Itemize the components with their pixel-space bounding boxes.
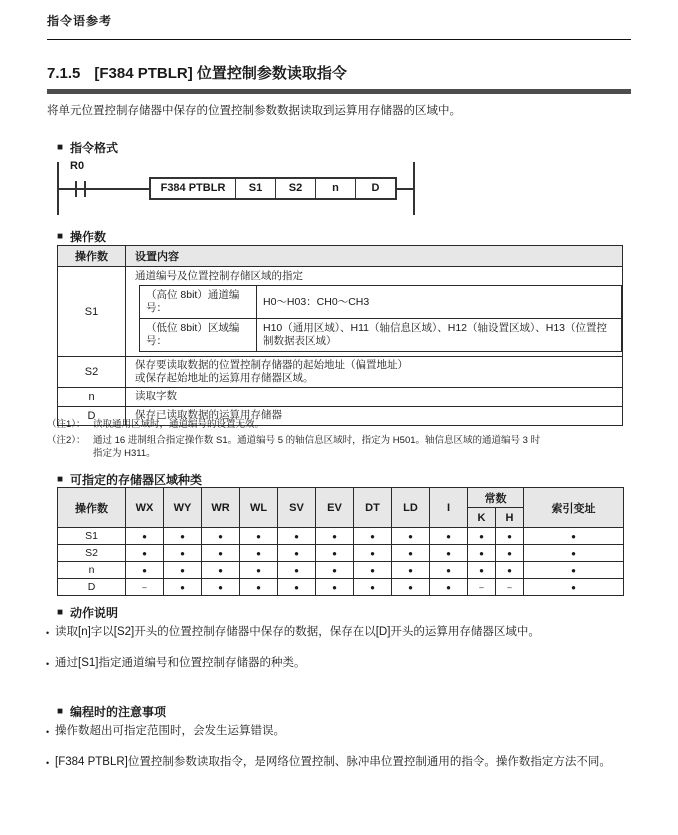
col-header: EV: [316, 488, 354, 528]
availability-cell: ●: [496, 545, 524, 562]
availability-cell: ●: [164, 545, 202, 562]
heading-instruction-format: [57, 139, 118, 156]
square-marker-icon: ■: [57, 142, 64, 153]
d-description: 保存已读取数据的运算用存储器: [135, 409, 282, 421]
availability-cell: ●: [240, 579, 278, 596]
heading-text: 操作数: [70, 230, 107, 244]
availability-cell: ●: [316, 579, 354, 596]
availability-cell: ●: [524, 579, 624, 596]
availability-cell: ●: [240, 562, 278, 579]
col-header: DT: [354, 488, 392, 528]
availability-cell: ●: [524, 562, 624, 579]
instruction-operand: S2: [275, 179, 315, 198]
col-header-h: H: [496, 508, 524, 528]
footnote-2: [47, 434, 647, 460]
heading-operands: [57, 228, 106, 245]
running-header: 指令语参考: [47, 14, 113, 28]
heading-text: 编程时的注意事项: [70, 705, 167, 719]
instruction-opcode: F384 PTBLR: [160, 182, 226, 194]
availability-cell: ●: [278, 545, 316, 562]
footnote-text: 读取通用区域时，通道编号的设置无效。: [93, 419, 265, 430]
square-marker-icon: ■: [57, 607, 64, 618]
col-header: WR: [202, 488, 240, 528]
availability-cell: ●: [496, 528, 524, 545]
availability-cell: ●: [164, 579, 202, 596]
square-marker-icon: ■: [57, 231, 64, 242]
availability-cell: ●: [316, 528, 354, 545]
section-number: 7.1.5: [47, 65, 81, 82]
operand-name: S1: [58, 267, 126, 357]
contact-label: R0: [70, 160, 85, 172]
availability-cell: ●: [202, 579, 240, 596]
availability-cell: ●: [164, 562, 202, 579]
col-header-operand: 操作数: [58, 488, 126, 528]
square-marker-icon: ■: [57, 474, 64, 485]
table-row-s1: [58, 267, 623, 357]
subtable-value: H0～H03：CH0～CH3: [257, 286, 622, 319]
availability-cell: ●: [392, 528, 430, 545]
table-header-row: [58, 488, 624, 508]
instruction-operand: D: [355, 179, 395, 198]
square-marker-icon: ■: [57, 706, 64, 717]
bullet-text: 操作数超出可指定范围时，会发生运算错误。: [55, 725, 285, 737]
s2-description-line: 保存要读取数据的位置控制存储器的起始地址（偏置地址）: [135, 359, 408, 371]
availability-cell: ●: [392, 545, 430, 562]
availability-cell: ●: [468, 545, 496, 562]
heading-programming-notes: [57, 703, 166, 720]
heading-memory-areas: [57, 471, 202, 488]
footnote-text: [93, 434, 647, 460]
operand-name: S2: [58, 357, 126, 388]
availability-cell: ●: [354, 528, 392, 545]
s2-description-line: 或保存起始地址的运算用存储器区域。: [135, 372, 314, 384]
availability-cell: ●: [524, 545, 624, 562]
ladder-diagram: [57, 162, 417, 217]
operand-name: n: [58, 388, 126, 407]
availability-cell: ●: [392, 579, 430, 596]
bullet-text: 读取[n]字以[S2]开头的位置控制存储器中保存的数据，保存在以[D]开头的运算用存储器区域中。: [55, 626, 540, 638]
table-row: [58, 528, 624, 545]
availability-cell: ●: [354, 562, 392, 579]
bullet-item: [46, 624, 636, 641]
heading-text: 动作说明: [70, 606, 119, 620]
operand-table: [57, 245, 623, 426]
availability-cell: ●: [164, 528, 202, 545]
instruction-operand: n: [315, 179, 355, 198]
col-header-content: 设置内容: [126, 246, 623, 267]
table-row: [58, 562, 624, 579]
section-title: [47, 62, 347, 83]
col-header: LD: [392, 488, 430, 528]
availability-cell: ●: [278, 528, 316, 545]
subtable-label: （低位 8bit）区域编号：: [140, 319, 257, 352]
availability-cell: ●: [316, 545, 354, 562]
s1-subtable: [139, 285, 622, 352]
operand-content: [126, 357, 623, 388]
footnote-line: 指定为 H311。: [93, 448, 156, 459]
memory-area-table: [57, 487, 624, 596]
operand-name: D: [58, 579, 126, 596]
operand-content: [126, 267, 623, 357]
bullet-marker-icon: •: [46, 628, 50, 638]
section-title-bar: [47, 89, 631, 94]
availability-cell: ●: [468, 562, 496, 579]
availability-cell: ●: [126, 528, 164, 545]
availability-cell: ●: [278, 562, 316, 579]
heading-text: 指令格式: [70, 141, 119, 155]
availability-cell: ●: [240, 545, 278, 562]
availability-cell: ●: [468, 528, 496, 545]
availability-cell: –: [468, 579, 496, 596]
availability-cell: ●: [126, 545, 164, 562]
subtable-label: （高位 8bit）通道编号：: [140, 286, 257, 319]
availability-cell: ●: [354, 579, 392, 596]
section-title-text: [F384 PTBLR] 位置控制参数读取指令: [94, 65, 347, 82]
action-bullets: [46, 624, 636, 685]
instruction-operand: S1: [235, 179, 275, 198]
availability-cell: ●: [392, 562, 430, 579]
col-header: WY: [164, 488, 202, 528]
col-header: WL: [240, 488, 278, 528]
instruction-box: [149, 177, 397, 200]
operand-content: [126, 388, 623, 407]
bullet-marker-icon: •: [46, 727, 50, 737]
table-row-n: [58, 388, 623, 407]
footnote-label: （注2）：: [47, 435, 86, 446]
heading-text: 可指定的存储器区域种类: [70, 473, 203, 487]
col-header-constant: 常数: [468, 488, 524, 508]
table-row: [140, 319, 622, 352]
availability-cell: ●: [354, 545, 392, 562]
availability-cell: ●: [524, 528, 624, 545]
bullet-marker-icon: •: [46, 757, 50, 768]
footnote-label: （注1）：: [47, 419, 86, 430]
operand-name: S2: [58, 545, 126, 562]
bullet-item: [46, 655, 636, 672]
bullet-marker-icon: •: [46, 658, 50, 669]
header-rule: [47, 39, 631, 40]
availability-cell: ●: [278, 579, 316, 596]
operand-name: n: [58, 562, 126, 579]
table-row: [58, 579, 624, 596]
operand-name: S1: [58, 528, 126, 545]
heading-action-description: [57, 604, 118, 621]
s1-description: 通道编号及位置控制存储区域的指定: [135, 270, 303, 282]
availability-cell: ●: [240, 528, 278, 545]
contact-icon: [84, 181, 86, 197]
bullet-item: [46, 754, 636, 771]
intro-paragraph: 将单元位置控制存储器中保存的位置控制参数数据读取到运算用存储器的区域中。: [47, 105, 461, 117]
col-header-k: K: [468, 508, 496, 528]
availability-cell: ●: [202, 545, 240, 562]
col-header: WX: [126, 488, 164, 528]
table-row: [58, 545, 624, 562]
availability-cell: ●: [126, 562, 164, 579]
contact-icon: [75, 181, 77, 197]
footnote-1: [47, 418, 647, 431]
availability-cell: ●: [430, 562, 468, 579]
availability-cell: ●: [430, 545, 468, 562]
bullet-text: 通过[S1]指定通道编号和位置控制存储器的种类。: [55, 656, 306, 669]
footnotes: [47, 418, 647, 463]
operand-name: D: [58, 407, 126, 426]
availability-cell: ●: [430, 528, 468, 545]
col-header: I: [430, 488, 468, 528]
bullet-item: [46, 723, 636, 740]
availability-cell: ●: [496, 562, 524, 579]
programming-bullets: [46, 723, 636, 784]
availability-cell: ●: [430, 579, 468, 596]
bullet-text: [F384 PTBLR]位置控制参数读取指令，是网络位置控制、脉冲串位置控制通用的指令。操作数指定方法不同。: [55, 755, 611, 768]
availability-cell: ●: [202, 528, 240, 545]
availability-cell: ●: [316, 562, 354, 579]
table-row: [140, 286, 622, 319]
table-row-s2: [58, 357, 623, 388]
footnote-line: 通过 16 进制组合指定操作数 S1。通道编号 5 的轴信息区域时，指定为 H501。轴信息区域的通道编号 3 时: [93, 435, 541, 446]
right-power-rail: [413, 162, 415, 215]
col-header: SV: [278, 488, 316, 528]
col-header-index: 索引变址: [524, 488, 624, 528]
availability-cell: ●: [202, 562, 240, 579]
col-header-operand: 操作数: [58, 246, 126, 267]
availability-cell: –: [496, 579, 524, 596]
subtable-value: H10（通用区域）、H11（轴信息区域）、H12（轴设置区域）、H13（位置控制数据表区域）: [257, 319, 622, 352]
table-header-row: [58, 246, 623, 267]
availability-cell: –: [126, 579, 164, 596]
n-description: 读取字数: [135, 390, 177, 402]
